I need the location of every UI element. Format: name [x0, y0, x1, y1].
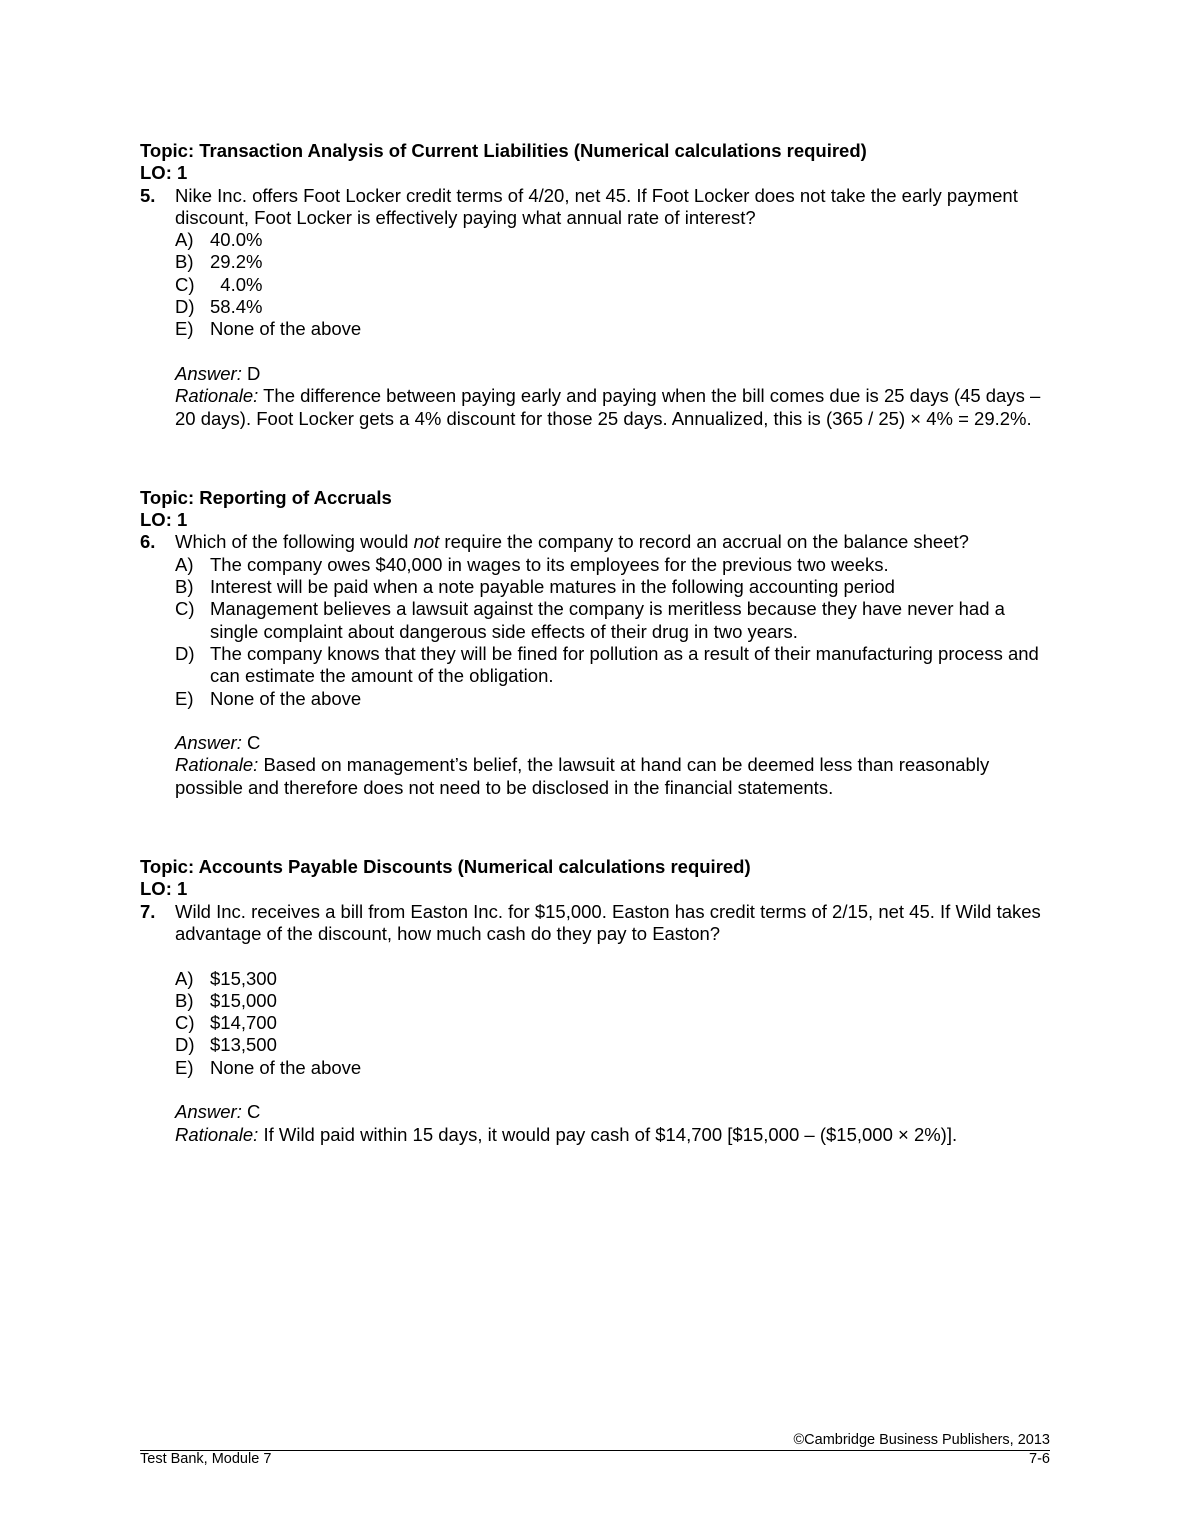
learning-objective: LO: 1 — [140, 878, 188, 900]
option-a — [175, 229, 1050, 251]
option-c — [175, 274, 1050, 296]
option-label: C) — [175, 273, 195, 295]
option-c — [175, 598, 1050, 643]
option-text: 40.0% — [210, 229, 263, 251]
footer-page-number: 7-6 — [1029, 1451, 1050, 1467]
question-text-pre: Which of the following would — [175, 531, 414, 553]
answer-label: Answer: — [175, 362, 242, 384]
learning-objective: LO: 1 — [140, 162, 188, 184]
answer-value: C — [241, 1101, 261, 1123]
learning-objective: LO: 1 — [140, 509, 188, 531]
option-e — [175, 688, 1050, 710]
answer-options — [140, 554, 1050, 710]
rationale-text: The difference between paying early and paying when the bill comes due is 25 days (45 days – 20 days). Foot Locker gets a 4% discount for those 25 days. Annualized, this is (365 / 25) × 4% = 29.2%. — [175, 385, 1041, 429]
option-a — [175, 554, 1050, 576]
option-e — [175, 1057, 1050, 1079]
option-b — [175, 576, 1050, 598]
option-text: None of the above — [210, 1056, 362, 1078]
answer-value: C — [241, 732, 261, 754]
option-text: None of the above — [210, 687, 362, 709]
answer-options — [140, 968, 1050, 1079]
option-label: A) — [175, 967, 194, 989]
option-label: B) — [175, 576, 194, 598]
rationale-text: If Wild paid within 15 days, it would pay cash of $14,700 [$15,000 – ($15,000 × 2%)]. — [258, 1123, 958, 1145]
question-number: 7. — [140, 900, 156, 922]
topic-heading: Topic: Reporting of Accruals — [140, 486, 392, 508]
option-b — [175, 990, 1050, 1012]
answer-line — [175, 732, 1050, 754]
question — [140, 531, 1050, 553]
answer-line — [175, 1101, 1050, 1123]
option-text: 29.2% — [210, 251, 263, 273]
footer-bottom-row — [140, 1451, 1050, 1468]
option-label: C) — [175, 598, 195, 620]
footer-copyright: ©Cambridge Business Publishers, 2013 — [140, 1432, 1050, 1451]
option-text: The company owes $40,000 in wages to its employees for the previous two weeks. — [210, 553, 889, 575]
option-label: E) — [175, 687, 194, 709]
option-label: E) — [175, 1056, 194, 1078]
question-text-emphasis: not — [413, 531, 440, 553]
answer-label: Answer: — [175, 732, 242, 754]
question-number: 5. — [140, 184, 156, 206]
answer-options — [140, 229, 1050, 340]
question-text: Nike Inc. offers Foot Locker credit terms of 4/20, net 45. If Foot Locker does not take the early payment discount, Foot Locker is effectively paying what annual rate of interest? — [175, 184, 1018, 228]
page-content — [140, 140, 1050, 1146]
option-b — [175, 251, 1050, 273]
page-footer — [140, 1432, 1050, 1468]
answer-value: D — [241, 362, 261, 384]
option-text: 58.4% — [210, 296, 263, 318]
answer-label: Answer: — [175, 1101, 242, 1123]
question-section-6 — [140, 487, 1050, 799]
question-section-7 — [140, 856, 1050, 1146]
rationale-line — [175, 754, 1050, 799]
option-text: None of the above — [210, 318, 362, 340]
option-label: E) — [175, 318, 194, 340]
option-label: D) — [175, 642, 195, 664]
topic-heading: Topic: Transaction Analysis of Current Liabilities (Numerical calculations required) — [140, 140, 867, 161]
option-label: C) — [175, 1012, 195, 1034]
question-text-post: require the company to record an accrual on the balance sheet? — [439, 531, 969, 553]
option-text: $13,500 — [210, 1034, 277, 1056]
answer-line — [175, 363, 1050, 385]
option-label: A) — [175, 553, 194, 575]
option-label: D) — [175, 1034, 195, 1056]
option-text: Management believes a lawsuit against the company is meritless because they have never had a single complaint about dangerous side effects of their drug in two years. — [210, 598, 1005, 642]
option-c — [175, 1012, 1050, 1034]
rationale-label: Rationale: — [175, 385, 259, 407]
option-label: A) — [175, 229, 194, 251]
question-text: Wild Inc. receives a bill from Easton Inc. for $15,000. Easton has credit terms of 2/15, net 45. If Wild takes advantage of the discount, how much cash do they pay to Easton? — [175, 900, 1041, 944]
question-section-5 — [140, 140, 1050, 430]
option-d — [175, 643, 1050, 688]
option-text: $15,300 — [210, 967, 277, 989]
answer-block — [140, 1101, 1050, 1146]
answer-block — [140, 732, 1050, 799]
rationale-line — [175, 385, 1050, 430]
option-d — [175, 1034, 1050, 1056]
option-label: D) — [175, 296, 195, 318]
question — [140, 901, 1050, 946]
option-label: B) — [175, 989, 194, 1011]
option-a — [175, 968, 1050, 990]
question — [140, 185, 1050, 230]
option-e — [175, 318, 1050, 340]
rationale-line — [175, 1124, 1050, 1146]
option-text: $14,700 — [210, 1012, 277, 1034]
answer-block — [140, 363, 1050, 430]
option-label: B) — [175, 251, 194, 273]
option-text: The company knows that they will be fined for pollution as a result of their manufacturing process and can estimate the amount of the obligation. — [210, 642, 1039, 687]
footer-module-label: Test Bank, Module 7 — [140, 1451, 272, 1467]
question-number: 6. — [140, 531, 156, 553]
option-text: 4.0% — [210, 273, 263, 295]
rationale-label: Rationale: — [175, 754, 259, 776]
option-d — [175, 296, 1050, 318]
question-text — [175, 531, 1050, 553]
rationale-text: Based on management’s belief, the lawsuit at hand can be deemed less than reasonably possible and therefore does not need to be disclosed in the financial statements. — [175, 754, 990, 798]
topic-heading: Topic: Accounts Payable Discounts (Numerical calculations required) — [140, 856, 751, 878]
option-text: $15,000 — [210, 989, 277, 1011]
rationale-label: Rationale: — [175, 1123, 259, 1145]
option-text: Interest will be paid when a note payable matures in the following accounting period — [210, 576, 895, 598]
